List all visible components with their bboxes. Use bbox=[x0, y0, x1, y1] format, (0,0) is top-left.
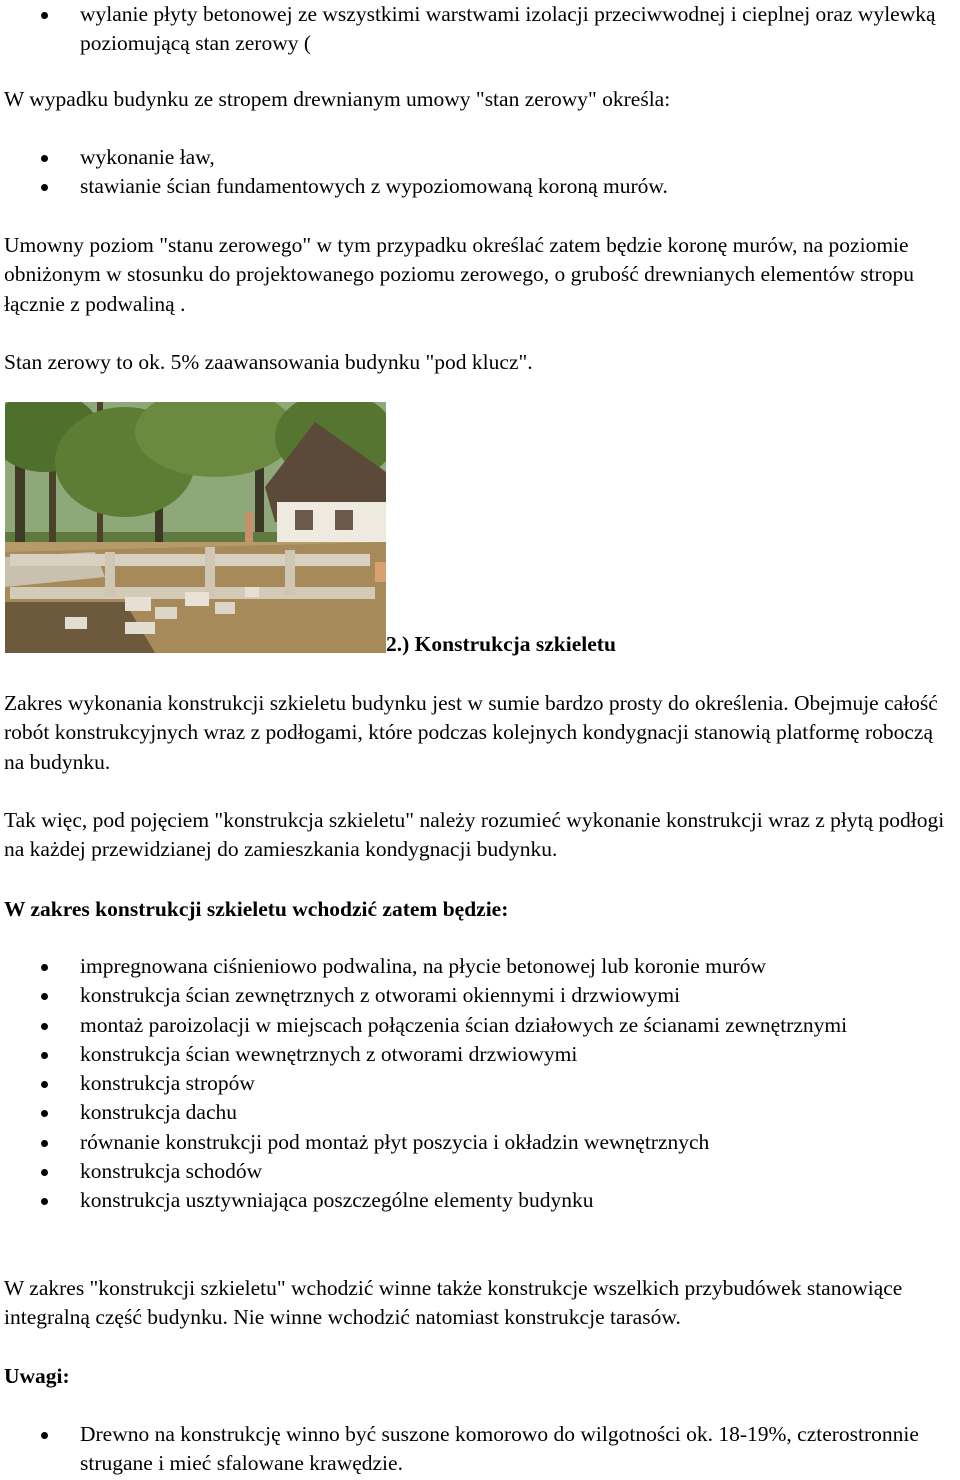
list-item bbox=[0, 0, 958, 59]
bullet-icon bbox=[41, 1432, 48, 1439]
bullet-icon bbox=[41, 1198, 48, 1205]
list-item-text: konstrukcja usztywniająca poszczególne elementy budynku bbox=[80, 1188, 594, 1213]
list-item-text: równanie konstrukcji pod montaż płyt poszycia i okładzin wewnętrznych bbox=[80, 1129, 710, 1154]
paragraph-stan-zerowy-intro: W wypadku budynku ze stropem drewnianym umowy "stan zerowy" określa: bbox=[4, 87, 671, 111]
list-item-text: wylanie płyty betonowej ze wszystkimi warstwami izolacji przeciwwodnej i cieplnej oraz wylewką poziomującą stan zerowy ( bbox=[80, 2, 936, 56]
section-heading-konstrukcja-szkieletu: 2.) Konstrukcja szkieletu bbox=[386, 632, 616, 656]
bullet-icon bbox=[41, 1023, 48, 1030]
list-item-text: Drewno na konstrukcję winno być suszone komorowo do wilgotności ok. 18-19%, czterostronnie strugane i mieć sfalowane krawędzie. bbox=[80, 1422, 919, 1476]
list-item bbox=[0, 1040, 958, 1069]
bullet-icon bbox=[41, 1081, 48, 1088]
paragraph-zakres-wykonania: Zakres wykonania konstrukcji szkieletu budynku jest w sumie bardzo prosty do określenia. Obejmuje całość robót konstrukcyjnych wraz z podłogami, które podczas kolejnych kondygnacji stanowią platformę roboczą na budynku. bbox=[4, 691, 938, 774]
list-item bbox=[0, 952, 958, 981]
bullet-icon bbox=[41, 964, 48, 971]
list-item bbox=[0, 172, 958, 201]
list-item-text: stawianie ścian fundamentowych z wypoziomowaną koroną murów. bbox=[80, 174, 668, 199]
list-item-text: konstrukcja stropów bbox=[80, 1071, 255, 1096]
bullet-icon bbox=[41, 1110, 48, 1117]
bullet-list-3 bbox=[0, 952, 958, 1216]
list-item-text: konstrukcja ścian wewnętrznych z otworami drzwiowymi bbox=[80, 1041, 578, 1066]
bullet-list-1 bbox=[0, 0, 958, 59]
list-item bbox=[0, 1011, 958, 1040]
bullet-list-2 bbox=[0, 143, 958, 202]
list-item-text: impregnowana ciśnieniowo podwalina, na płycie betonowej lub koronie murów bbox=[80, 954, 767, 978]
bullet-list-4 bbox=[0, 1420, 958, 1479]
paragraph-przybudowki: W zakres "konstrukcji szkieletu" wchodzić winne także konstrukcje wszelkich przybudówek stanowiące integralną część budynku. Nie winne wchodzić natomiast konstrukcje tarasów. bbox=[4, 1276, 903, 1330]
list-item bbox=[0, 143, 958, 172]
list-item-text: konstrukcja dachu bbox=[80, 1100, 238, 1125]
paragraph-pojecie-konstrukcja: Tak więc, pod pojęciem "konstrukcja szkieletu" należy rozumieć wykonanie konstrukcji wraz z płytą podłogi na każdej przewidzianej do zamieszkania kondygnacji budynku. bbox=[4, 808, 945, 862]
list-item bbox=[0, 1157, 958, 1186]
list-item-text: konstrukcja ścian zewnętrznych z otworami okiennymi i drzwiowymi bbox=[80, 983, 681, 1008]
list-item-text: konstrukcja schodów bbox=[80, 1159, 263, 1184]
list-item bbox=[0, 1420, 958, 1479]
bullet-icon bbox=[41, 1169, 48, 1176]
bullet-icon bbox=[41, 155, 48, 162]
list-item bbox=[0, 1069, 958, 1098]
paragraph-umowny-poziom: Umowny poziom "stanu zerowego" w tym przypadku określać zatem będzie koronę murów, na poziomie obniżonym w stosunku do projektowanego poziomu zerowego, o grubość drewnianych elementów stropu łącznie z podwaliną . bbox=[4, 233, 914, 316]
bullet-icon bbox=[41, 1140, 48, 1147]
paragraph-stan-zerowy-percent: Stan zerowy to ok. 5% zaawansowania budynku "pod klucz". bbox=[4, 350, 533, 374]
bullet-icon bbox=[41, 184, 48, 191]
paragraph-zakres-heading: W zakres konstrukcji szkieletu wchodzić zatem będzie: bbox=[4, 897, 509, 921]
list-item-text: wykonanie ław, bbox=[80, 145, 215, 169]
list-item bbox=[0, 1186, 958, 1215]
bullet-icon bbox=[41, 993, 48, 1000]
paragraph-uwagi: Uwagi: bbox=[4, 1364, 70, 1388]
foundation-photo bbox=[5, 402, 386, 653]
bullet-icon bbox=[41, 12, 48, 19]
bullet-icon bbox=[41, 1052, 48, 1059]
list-item bbox=[0, 981, 958, 1010]
list-item bbox=[0, 1098, 958, 1127]
list-item-text: montaż paroizolacji w miejscach połączenia ścian działowych ze ścianami zewnętrznymi bbox=[80, 1012, 848, 1037]
list-item bbox=[0, 1128, 958, 1157]
